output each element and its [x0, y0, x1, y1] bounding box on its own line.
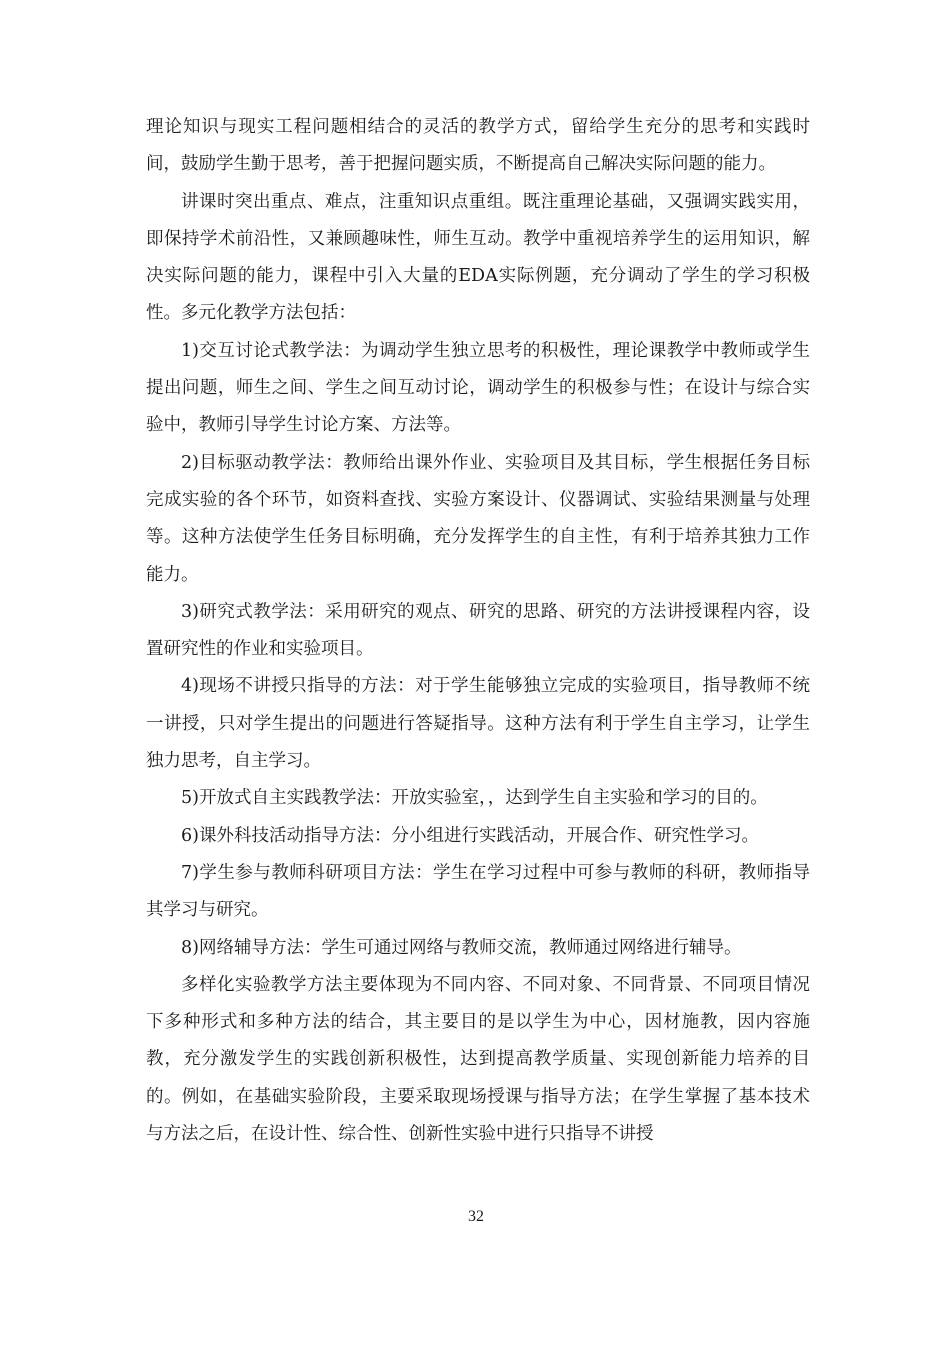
page-number: 32	[468, 1208, 484, 1225]
paragraph-method-1: 1)交互讨论式教学法：为调动学生独立思考的积极性，理论课教学中教师或学生提出问题，师生之间、学生之间互动讨论，调动学生的积极参与性；在设计与综合实验中，教师引导学生讨论方案、方法等。	[146, 340, 810, 436]
paragraph-intro-continuation: 理论知识与现实工程问题相结合的灵活的教学方式，留给学生充分的思考和实践时间，鼓励学生勤于思考，善于把握问题实质，不断提高自己解决实际问题的能力。	[146, 117, 810, 175]
paragraph-method-3: 3)研究式教学法：采用研究的观点、研究的思路、研究的方法讲授课程内容，设置研究性的作业和实验项目。	[146, 601, 810, 660]
body-text	[146, 109, 810, 1153]
paragraph-diversified-methods: 多样化实验教学方法主要体现为不同内容、不同对象、不同背景、不同项目情况下多种形式和多种方法的结合，其主要目的是以学生为中心，因材施教，因内容施教，充分激发学生的实践创新积极性，达到提高教学质量、实现创新能力培养的目的。例如，在基础实验阶段，主要采取现场授课与指导方法；在学生掌握了基本技术与方法之后，在设计性、综合性、创新性实验中进行只指导不讲授	[146, 974, 810, 1145]
paragraph-lecture-focus: 讲课时突出重点、难点，注重知识点重组。既注重理论基础，又强调实践实用，即保持学术前沿性，又兼顾趣味性，师生互动。教学中重视培养学生的运用知识，解决实际问题的能力，课程中引入大量的EDA实际例题，充分调动了学生的学习积极性。多元化教学方法包括：	[146, 191, 810, 324]
paragraph-method-8: 8)网络辅导方法：学生可通过网络与教师交流，教师通过网络进行辅导。	[181, 937, 742, 958]
paragraph-method-5: 5)开放式自主实践教学法：开放实验室，，达到学生自主实验和学习的目的。	[181, 788, 768, 809]
paragraph-method-6: 6)课外科技活动指导方法：分小组进行实践活动，开展合作、研究性学习。	[181, 825, 759, 846]
paragraph-method-4: 4)现场不讲授只指导的方法：对于学生能够独立完成的实验项目，指导教师不统一讲授，只对学生提出的问题进行答疑指导。这种方法有利于学生自主学习，让学生独力思考，自主学习。	[146, 676, 810, 772]
paragraph-method-7: 7)学生参与教师科研项目方法：学生在学习过程中可参与教师的科研，教师指导其学习与研究。	[146, 862, 810, 921]
paragraph-method-2: 2)目标驱动教学法：教师给出课外作业、实验项目及其目标，学生根据任务目标完成实验的各个环节，如资料查找、实验方案设计、仪器调试、实验结果测量与处理等。这种方法使学生任务目标明确，充分发挥学生的自主性，有利于培养其独力工作能力。	[146, 452, 810, 585]
